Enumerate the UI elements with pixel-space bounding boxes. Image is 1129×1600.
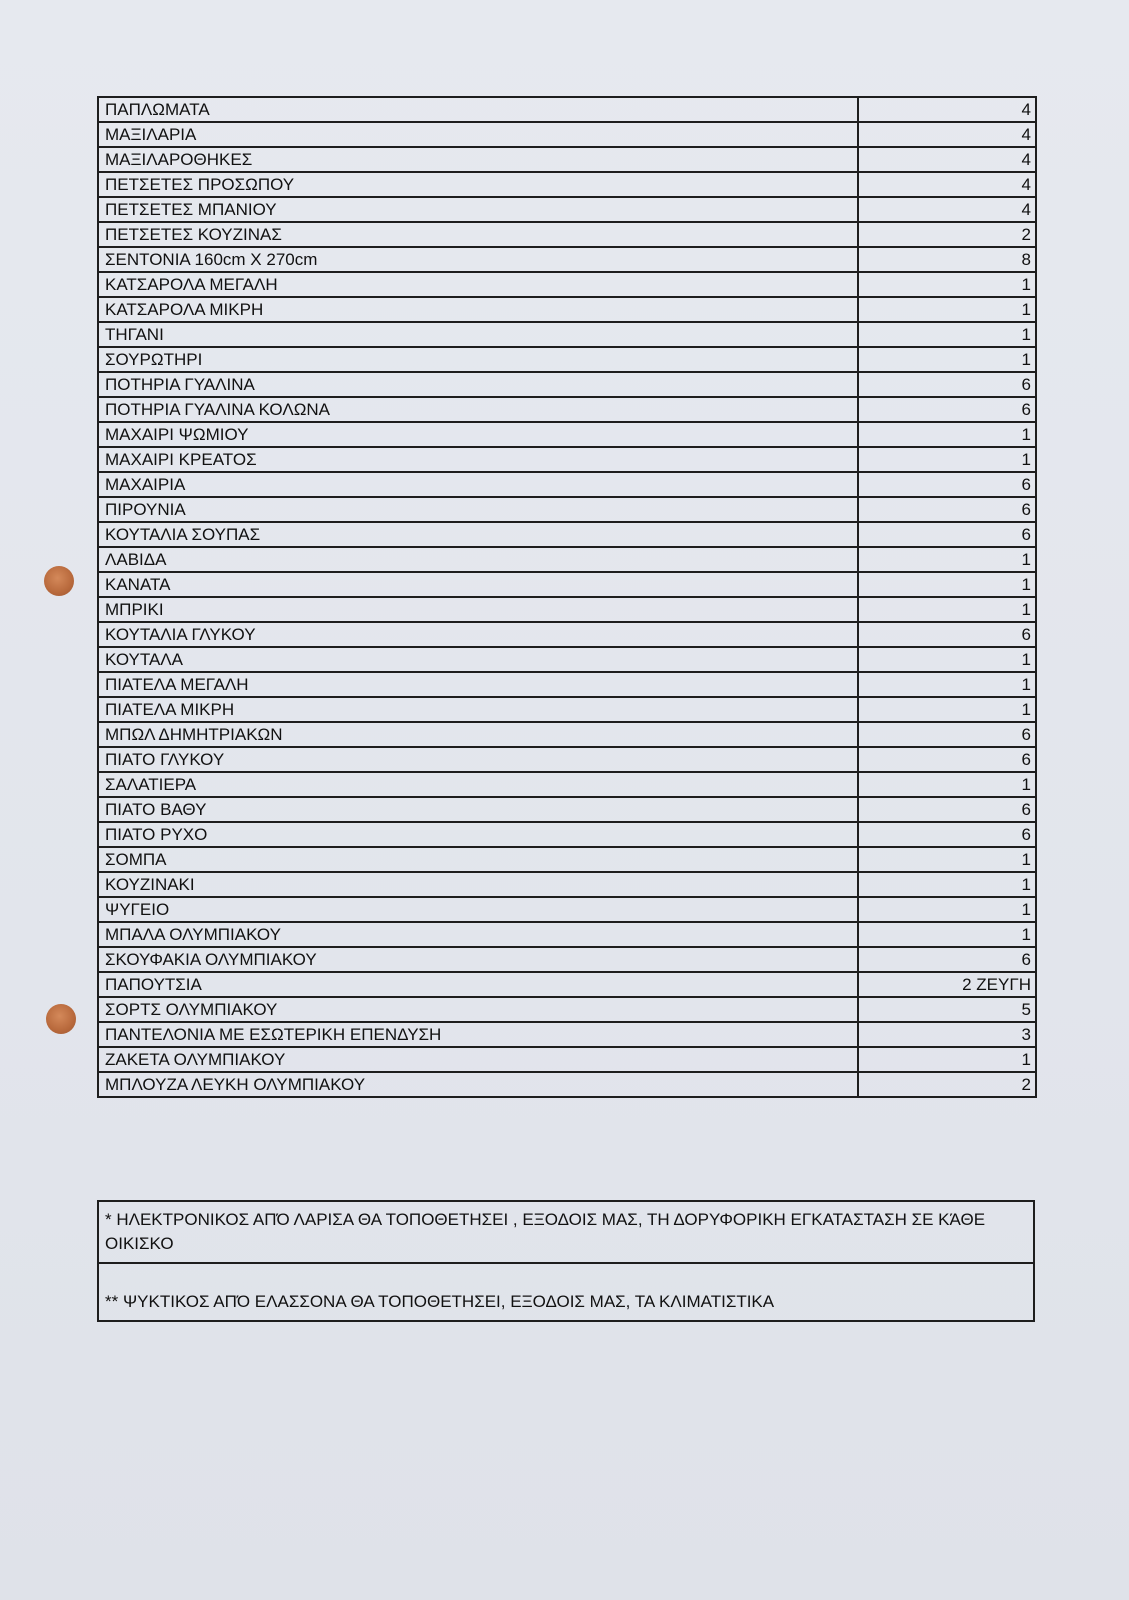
item-name: ΣΑΛΑΤΙΕΡΑ — [98, 772, 858, 797]
table-row — [98, 722, 1036, 747]
table-row — [98, 297, 1036, 322]
item-quantity: 1 — [858, 772, 1036, 797]
item-quantity: 8 — [858, 247, 1036, 272]
table-row — [98, 847, 1036, 872]
table-row — [98, 497, 1036, 522]
item-name: ΠΕΤΣΕΤΕΣ ΚΟΥΖΙΝΑΣ — [98, 222, 858, 247]
item-quantity: 6 — [858, 497, 1036, 522]
table-row — [98, 822, 1036, 847]
item-quantity: 6 — [858, 797, 1036, 822]
item-quantity: 4 — [858, 147, 1036, 172]
table-row — [98, 147, 1036, 172]
item-name: ΠΑΠΟΥΤΣΙΑ — [98, 972, 858, 997]
table-row — [98, 697, 1036, 722]
table-row — [98, 572, 1036, 597]
item-name: ΨΥΓΕΙΟ — [98, 897, 858, 922]
item-name: ΣΕΝΤΟΝΙΑ 160cm X 270cm — [98, 247, 858, 272]
table-row — [98, 122, 1036, 147]
item-name: ΠΑΝΤΕΛΟΝΙΑ ΜΕ ΕΣΩΤΕΡΙΚΗ ΕΠΕΝΔΥΣΗ — [98, 1022, 858, 1047]
item-quantity: 4 — [858, 122, 1036, 147]
table-row — [98, 522, 1036, 547]
item-name: ΚΑΝΑΤΑ — [98, 572, 858, 597]
table-row — [98, 347, 1036, 372]
item-name: ΠΙΑΤΕΛΑ ΜΕΓΑΛΗ — [98, 672, 858, 697]
table-row — [98, 922, 1036, 947]
item-name: ΣΟΜΠΑ — [98, 847, 858, 872]
item-quantity: 1 — [858, 322, 1036, 347]
table-row — [98, 672, 1036, 697]
table-row — [98, 647, 1036, 672]
punch-hole-top — [44, 566, 74, 596]
item-quantity: 4 — [858, 197, 1036, 222]
table-row — [98, 622, 1036, 647]
table-row — [98, 397, 1036, 422]
item-quantity: 1 — [858, 422, 1036, 447]
item-quantity: 1 — [858, 697, 1036, 722]
item-name: ΠΙΑΤΟ ΓΛΥΚΟΥ — [98, 747, 858, 772]
table-row — [98, 247, 1036, 272]
item-name: ΠΙΡΟΥΝΙΑ — [98, 497, 858, 522]
item-name: ΚΟΥΤΑΛΙΑ ΣΟΥΠΑΣ — [98, 522, 858, 547]
notes-table — [97, 1200, 1035, 1322]
item-quantity: 1 — [858, 572, 1036, 597]
item-quantity: 6 — [858, 947, 1036, 972]
item-name: ΜΑΞΙΛΑΡΟΘΗΚΕΣ — [98, 147, 858, 172]
table-row — [98, 747, 1036, 772]
item-name: ΜΑΧΑΙΡΙ ΨΩΜΙΟΥ — [98, 422, 858, 447]
item-name: ΚΑΤΣΑΡΟΛΑ ΜΙΚΡΗ — [98, 297, 858, 322]
note-row — [98, 1201, 1034, 1263]
item-quantity: 6 — [858, 372, 1036, 397]
item-name: ΖΑΚΕΤΑ ΟΛΥΜΠΙΑΚΟΥ — [98, 1047, 858, 1072]
item-quantity: 4 — [858, 97, 1036, 122]
item-name: ΚΟΥΤΑΛΙΑ ΓΛΥΚΟΥ — [98, 622, 858, 647]
item-quantity: 3 — [858, 1022, 1036, 1047]
note-installation-satellite: * ΗΛΕΚΤΡΟΝΙΚΟΣ ΑΠΌ ΛΑΡΙΣΑ ΘΑ ΤΟΠΟΘΕΤΗΣΕΙ , ΕΞΟΔΟΙΣ ΜΑΣ, ΤΗ ΔΟΡΥΦΟΡΙΚΗ ΕΓΚΑΤΑΣΤΑΣΗ ΣΕ ΚΆΘΕ ΟΙΚΙΣΚΟ — [98, 1201, 1034, 1263]
item-quantity: 1 — [858, 922, 1036, 947]
table-row — [98, 422, 1036, 447]
item-quantity: 6 — [858, 522, 1036, 547]
table-row — [98, 97, 1036, 122]
item-quantity: 5 — [858, 997, 1036, 1022]
table-row — [98, 897, 1036, 922]
item-name: ΠΕΤΣΕΤΕΣ ΠΡΟΣΩΠΟΥ — [98, 172, 858, 197]
table-row — [98, 972, 1036, 997]
table-row — [98, 172, 1036, 197]
table-row — [98, 947, 1036, 972]
item-quantity: 1 — [858, 547, 1036, 572]
table-row — [98, 447, 1036, 472]
table-row — [98, 272, 1036, 297]
item-quantity: 1 — [858, 897, 1036, 922]
note-row — [98, 1263, 1034, 1321]
item-name: ΚΟΥΖΙΝΑΚΙ — [98, 872, 858, 897]
item-name: ΠΕΤΣΕΤΕΣ ΜΠΑΝΙΟΥ — [98, 197, 858, 222]
table-row — [98, 1022, 1036, 1047]
item-name: ΜΑΧΑΙΡΙ ΚΡΕΑΤΟΣ — [98, 447, 858, 472]
item-quantity: 6 — [858, 622, 1036, 647]
item-name: ΛΑΒΙΔΑ — [98, 547, 858, 572]
item-quantity: 2 — [858, 222, 1036, 247]
item-name: ΠΟΤΗΡΙΑ ΓΥΑΛΙΝΑ ΚΟΛΩΝΑ — [98, 397, 858, 422]
inventory-table — [97, 96, 1037, 1098]
table-row — [98, 222, 1036, 247]
item-name: ΣΚΟΥΦΑΚΙΑ ΟΛΥΜΠΙΑΚΟΥ — [98, 947, 858, 972]
table-row — [98, 472, 1036, 497]
item-quantity: 1 — [858, 847, 1036, 872]
item-name: ΜΠΑΛΑ ΟΛΥΜΠΙΑΚΟΥ — [98, 922, 858, 947]
item-quantity: 6 — [858, 397, 1036, 422]
item-name: ΠΟΤΗΡΙΑ ΓΥΑΛΙΝΑ — [98, 372, 858, 397]
item-quantity: 1 — [858, 672, 1036, 697]
item-name: ΠΙΑΤΟ ΡΥΧΟ — [98, 822, 858, 847]
item-quantity: 1 — [858, 597, 1036, 622]
inventory-table-body — [98, 97, 1036, 1097]
item-name: ΜΠΩΛ ΔΗΜΗΤΡΙΑΚΩΝ — [98, 722, 858, 747]
table-row — [98, 997, 1036, 1022]
item-name: ΜΑΞΙΛΑΡΙΑ — [98, 122, 858, 147]
table-row — [98, 1047, 1036, 1072]
item-name: ΠΙΑΤΕΛΑ ΜΙΚΡΗ — [98, 697, 858, 722]
table-row — [98, 197, 1036, 222]
item-name: ΚΟΥΤΑΛΑ — [98, 647, 858, 672]
item-quantity: 1 — [858, 1047, 1036, 1072]
item-quantity: 1 — [858, 297, 1036, 322]
table-row — [98, 547, 1036, 572]
item-name: ΣΟΥΡΩΤΗΡΙ — [98, 347, 858, 372]
table-row — [98, 797, 1036, 822]
item-name: ΜΠΡΙΚΙ — [98, 597, 858, 622]
item-quantity: 6 — [858, 822, 1036, 847]
item-quantity: 1 — [858, 447, 1036, 472]
item-quantity: 1 — [858, 647, 1036, 672]
item-quantity: 2 — [858, 1072, 1036, 1097]
table-row — [98, 772, 1036, 797]
item-name: ΚΑΤΣΑΡΟΛΑ ΜΕΓΑΛΗ — [98, 272, 858, 297]
punch-hole-bottom — [46, 1004, 76, 1034]
item-name: ΠΙΑΤΟ ΒΑΘΥ — [98, 797, 858, 822]
item-name: ΜΠΛΟΥΖΑ ΛΕΥΚΗ ΟΛΥΜΠΙΑΚΟΥ — [98, 1072, 858, 1097]
item-quantity: 1 — [858, 872, 1036, 897]
item-quantity: 6 — [858, 722, 1036, 747]
item-quantity: 6 — [858, 472, 1036, 497]
item-quantity: 4 — [858, 172, 1036, 197]
item-name: ΤΗΓΑΝΙ — [98, 322, 858, 347]
item-quantity: 1 — [858, 347, 1036, 372]
item-name: ΜΑΧΑΙΡΙΑ — [98, 472, 858, 497]
item-quantity: 1 — [858, 272, 1036, 297]
table-row — [98, 597, 1036, 622]
table-row — [98, 872, 1036, 897]
item-name: ΣΟΡΤΣ ΟΛΥΜΠΙΑΚΟΥ — [98, 997, 858, 1022]
note-installation-aircon: ** ΨΥΚΤΙΚΟΣ ΑΠΌ ΕΛΑΣΣΟΝΑ ΘΑ ΤΟΠΟΘΕΤΗΣΕΙ, ΕΞΟΔΟΙΣ ΜΑΣ, ΤΑ ΚΛΙΜΑΤΙΣΤΙΚΑ — [98, 1263, 1034, 1321]
table-row — [98, 1072, 1036, 1097]
table-row — [98, 372, 1036, 397]
item-name: ΠΑΠΛΩΜΑΤΑ — [98, 97, 858, 122]
item-quantity: 6 — [858, 747, 1036, 772]
item-quantity: 2 ΖΕΥΓΗ — [858, 972, 1036, 997]
table-row — [98, 322, 1036, 347]
